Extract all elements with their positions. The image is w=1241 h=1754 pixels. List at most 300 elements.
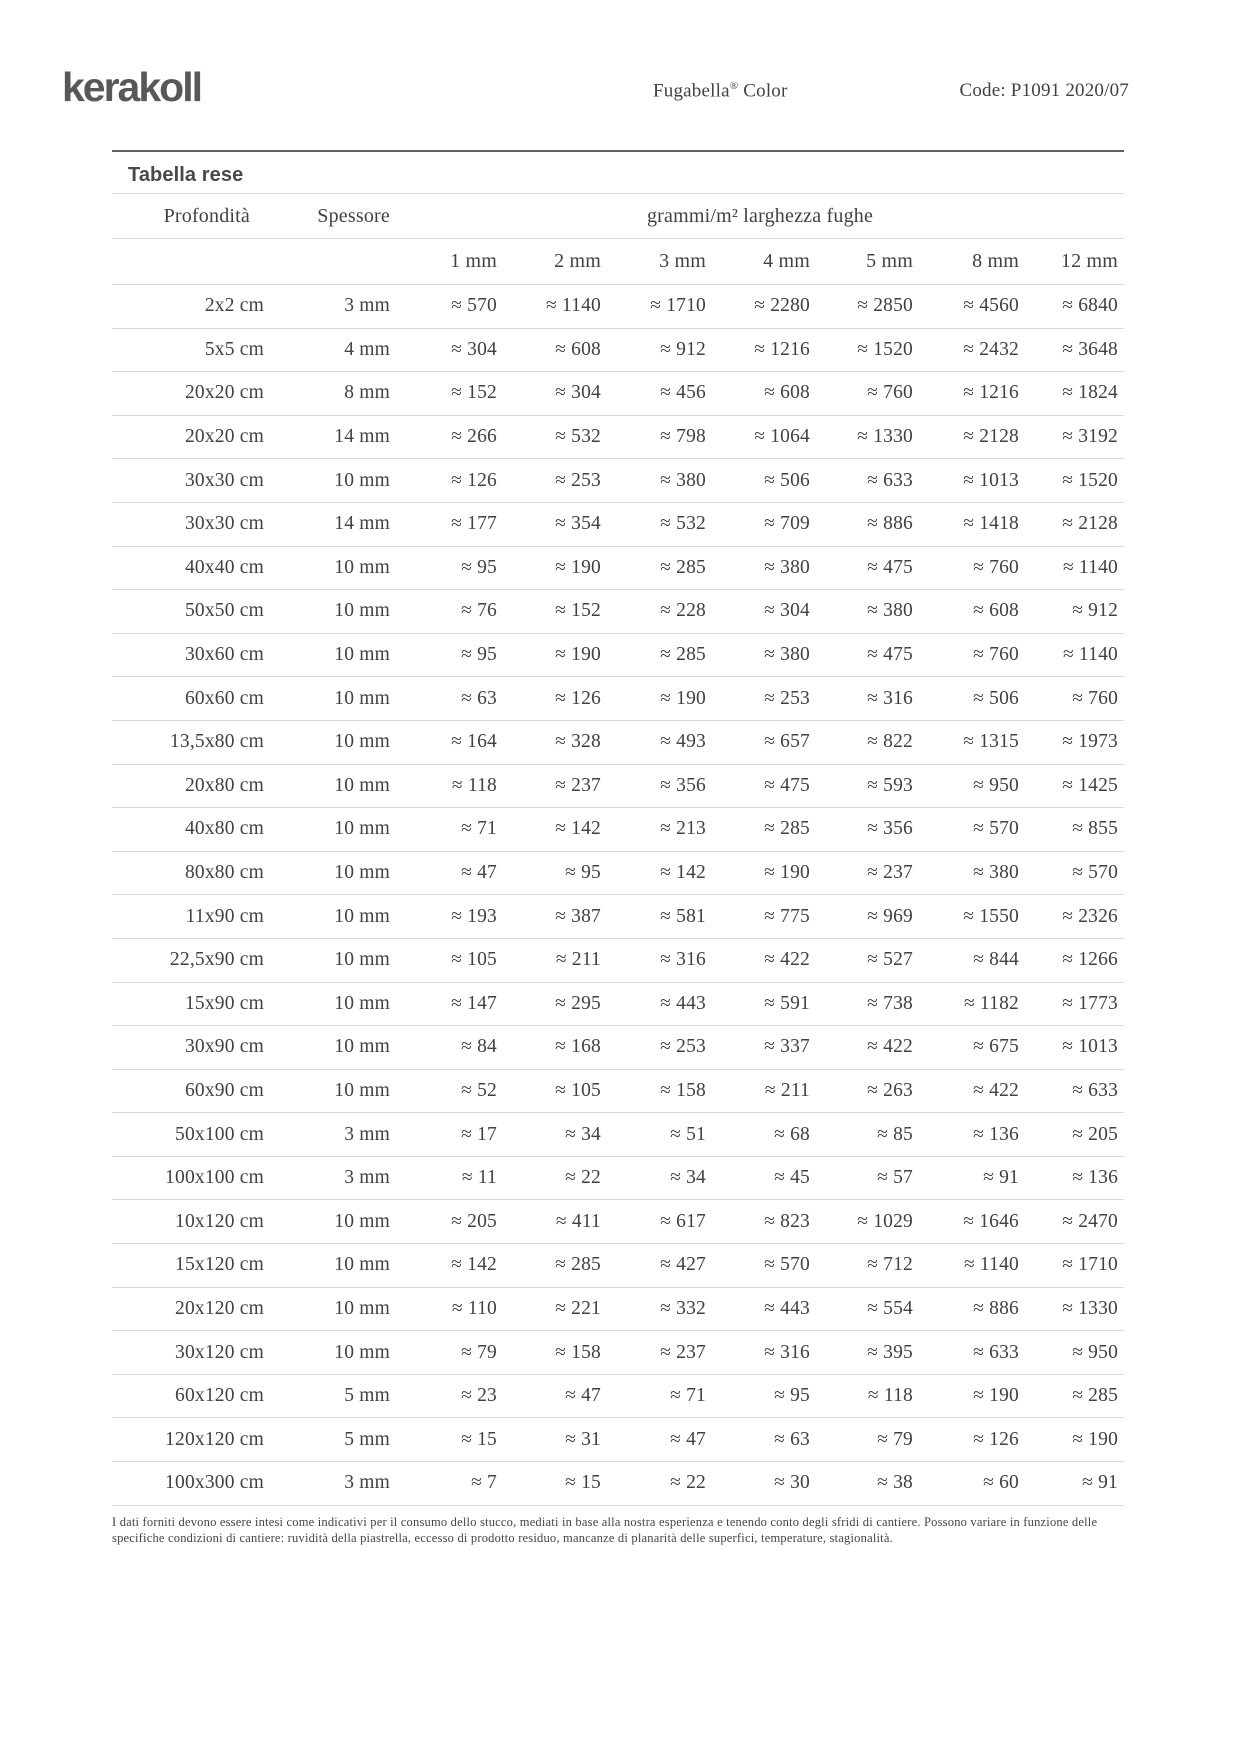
grams-value-cell: ≈ 205	[396, 1200, 503, 1244]
tile-size-cell: 2x2 cm	[112, 285, 270, 329]
grams-value-cell: ≈ 237	[607, 1331, 712, 1375]
tile-thickness-cell: 10 mm	[270, 808, 396, 852]
grams-value-cell: ≈ 110	[396, 1287, 503, 1331]
grams-value-cell: ≈ 570	[919, 808, 1025, 852]
grams-value-cell: ≈ 142	[503, 808, 607, 852]
grams-value-cell: ≈ 422	[712, 938, 816, 982]
tile-size-cell: 40x40 cm	[112, 546, 270, 590]
tile-thickness-cell: 10 mm	[270, 895, 396, 939]
grams-value-cell: ≈ 1425	[1025, 764, 1124, 808]
tile-size-cell: 60x60 cm	[112, 677, 270, 721]
grams-value-cell: ≈ 126	[919, 1418, 1025, 1462]
table-row	[112, 1374, 1124, 1418]
table-row	[112, 808, 1124, 852]
tile-size-cell: 20x80 cm	[112, 764, 270, 808]
col-header-spessore: Spessore	[270, 194, 396, 239]
grams-value-cell: ≈ 266	[396, 415, 503, 459]
grams-value-cell: ≈ 760	[919, 546, 1025, 590]
grams-value-cell: ≈ 76	[396, 590, 503, 634]
grams-value-cell: ≈ 1140	[1025, 546, 1124, 590]
tile-size-cell: 80x80 cm	[112, 851, 270, 895]
tile-size-cell: 20x120 cm	[112, 1287, 270, 1331]
grams-value-cell: ≈ 4560	[919, 285, 1025, 329]
tile-size-cell: 30x120 cm	[112, 1331, 270, 1375]
grams-value-cell: ≈ 118	[816, 1374, 919, 1418]
yield-table	[112, 193, 1124, 1506]
grams-value-cell: ≈ 63	[712, 1418, 816, 1462]
grams-value-cell: ≈ 633	[816, 459, 919, 503]
table-row	[112, 1069, 1124, 1113]
grams-value-cell: ≈ 15	[503, 1462, 607, 1506]
grams-value-cell: ≈ 11	[396, 1156, 503, 1200]
grams-value-cell: ≈ 68	[712, 1113, 816, 1157]
grams-value-cell: ≈ 532	[503, 415, 607, 459]
grams-value-cell: ≈ 2128	[1025, 502, 1124, 546]
grams-value-cell: ≈ 126	[503, 677, 607, 721]
grams-value-cell: ≈ 411	[503, 1200, 607, 1244]
grams-value-cell: ≈ 1418	[919, 502, 1025, 546]
table-row	[112, 1418, 1124, 1462]
table-row	[112, 590, 1124, 634]
tile-thickness-cell: 10 mm	[270, 590, 396, 634]
grams-value-cell: ≈ 91	[1025, 1462, 1124, 1506]
tile-size-cell: 30x60 cm	[112, 633, 270, 677]
grams-value-cell: ≈ 1182	[919, 982, 1025, 1026]
col-header-width-8mm: 8 mm	[919, 239, 1025, 285]
empty-cell	[270, 239, 396, 285]
grams-value-cell: ≈ 285	[503, 1244, 607, 1288]
grams-value-cell: ≈ 1330	[1025, 1287, 1124, 1331]
grams-value-cell: ≈ 1520	[1025, 459, 1124, 503]
grams-value-cell: ≈ 95	[396, 546, 503, 590]
grams-value-cell: ≈ 213	[607, 808, 712, 852]
empty-cell	[112, 239, 270, 285]
col-header-width-5mm: 5 mm	[816, 239, 919, 285]
grams-value-cell: ≈ 1550	[919, 895, 1025, 939]
grams-value-cell: ≈ 304	[503, 372, 607, 416]
tile-size-cell: 20x20 cm	[112, 372, 270, 416]
grams-value-cell: ≈ 1216	[919, 372, 1025, 416]
grams-value-cell: ≈ 136	[1025, 1156, 1124, 1200]
grams-value-cell: ≈ 2470	[1025, 1200, 1124, 1244]
tile-thickness-cell: 10 mm	[270, 459, 396, 503]
grams-value-cell: ≈ 633	[1025, 1069, 1124, 1113]
grams-value-cell: ≈ 158	[503, 1331, 607, 1375]
grams-value-cell: ≈ 422	[816, 1026, 919, 1070]
tile-size-cell: 40x80 cm	[112, 808, 270, 852]
grams-value-cell: ≈ 1646	[919, 1200, 1025, 1244]
tile-thickness-cell: 10 mm	[270, 1200, 396, 1244]
tile-size-cell: 60x120 cm	[112, 1374, 270, 1418]
grams-value-cell: ≈ 2326	[1025, 895, 1124, 939]
grams-value-cell: ≈ 1013	[1025, 1026, 1124, 1070]
grams-value-cell: ≈ 593	[816, 764, 919, 808]
tile-size-cell: 10x120 cm	[112, 1200, 270, 1244]
grams-value-cell: ≈ 356	[607, 764, 712, 808]
grams-value-cell: ≈ 23	[396, 1374, 503, 1418]
grams-value-cell: ≈ 1330	[816, 415, 919, 459]
tile-thickness-cell: 5 mm	[270, 1418, 396, 1462]
grams-value-cell: ≈ 328	[503, 720, 607, 764]
tile-thickness-cell: 8 mm	[270, 372, 396, 416]
grams-value-cell: ≈ 608	[712, 372, 816, 416]
grams-value-cell: ≈ 356	[816, 808, 919, 852]
tile-size-cell: 11x90 cm	[112, 895, 270, 939]
tile-size-cell: 30x30 cm	[112, 459, 270, 503]
grams-value-cell: ≈ 71	[396, 808, 503, 852]
grams-value-cell: ≈ 422	[919, 1069, 1025, 1113]
grams-value-cell: ≈ 95	[503, 851, 607, 895]
col-header-width-2mm: 2 mm	[503, 239, 607, 285]
grams-value-cell: ≈ 1140	[919, 1244, 1025, 1288]
tile-thickness-cell: 14 mm	[270, 502, 396, 546]
grams-value-cell: ≈ 45	[712, 1156, 816, 1200]
tile-thickness-cell: 5 mm	[270, 1374, 396, 1418]
grams-value-cell: ≈ 1013	[919, 459, 1025, 503]
grams-value-cell: ≈ 617	[607, 1200, 712, 1244]
table-row	[112, 851, 1124, 895]
grams-value-cell: ≈ 228	[607, 590, 712, 634]
table-row	[112, 1200, 1124, 1244]
grams-value-cell: ≈ 633	[919, 1331, 1025, 1375]
table-row	[112, 1462, 1124, 1506]
tile-thickness-cell: 10 mm	[270, 764, 396, 808]
tile-thickness-cell: 10 mm	[270, 851, 396, 895]
grams-value-cell: ≈ 675	[919, 1026, 1025, 1070]
table-row	[112, 415, 1124, 459]
grams-value-cell: ≈ 591	[712, 982, 816, 1026]
grams-value-cell: ≈ 147	[396, 982, 503, 1026]
tile-size-cell: 20x20 cm	[112, 415, 270, 459]
grams-value-cell: ≈ 15	[396, 1418, 503, 1462]
grams-value-cell: ≈ 570	[396, 285, 503, 329]
grams-value-cell: ≈ 285	[607, 633, 712, 677]
col-header-profondita: Profondità	[112, 194, 270, 239]
grams-value-cell: ≈ 475	[816, 633, 919, 677]
yield-table-section	[112, 150, 1124, 1506]
grams-value-cell: ≈ 84	[396, 1026, 503, 1070]
grams-value-cell: ≈ 1315	[919, 720, 1025, 764]
grams-value-cell: ≈ 30	[712, 1462, 816, 1506]
grams-value-cell: ≈ 285	[712, 808, 816, 852]
grams-value-cell: ≈ 443	[607, 982, 712, 1026]
grams-value-cell: ≈ 47	[607, 1418, 712, 1462]
table-row	[112, 285, 1124, 329]
grams-value-cell: ≈ 142	[607, 851, 712, 895]
tile-thickness-cell: 10 mm	[270, 982, 396, 1026]
grams-value-cell: ≈ 1266	[1025, 938, 1124, 982]
grams-value-cell: ≈ 177	[396, 502, 503, 546]
tile-thickness-cell: 10 mm	[270, 938, 396, 982]
tile-size-cell: 50x100 cm	[112, 1113, 270, 1157]
grams-value-cell: ≈ 3648	[1025, 328, 1124, 372]
kerakoll-logo: kerakoll	[62, 64, 201, 110]
grams-value-cell: ≈ 34	[607, 1156, 712, 1200]
grams-value-cell: ≈ 886	[919, 1287, 1025, 1331]
grams-value-cell: ≈ 285	[1025, 1374, 1124, 1418]
grams-value-cell: ≈ 57	[816, 1156, 919, 1200]
grams-value-cell: ≈ 316	[712, 1331, 816, 1375]
grams-value-cell: ≈ 221	[503, 1287, 607, 1331]
grams-value-cell: ≈ 506	[712, 459, 816, 503]
grams-value-cell: ≈ 79	[396, 1331, 503, 1375]
table-row	[112, 1026, 1124, 1070]
grams-value-cell: ≈ 91	[919, 1156, 1025, 1200]
grams-value-cell: ≈ 532	[607, 502, 712, 546]
grams-value-cell: ≈ 2280	[712, 285, 816, 329]
grams-value-cell: ≈ 17	[396, 1113, 503, 1157]
header-row-widths	[112, 239, 1124, 285]
grams-value-cell: ≈ 554	[816, 1287, 919, 1331]
table-row	[112, 1331, 1124, 1375]
product-name	[653, 80, 788, 102]
grams-value-cell: ≈ 1216	[712, 328, 816, 372]
grams-value-cell: ≈ 136	[919, 1113, 1025, 1157]
grams-value-cell: ≈ 912	[1025, 590, 1124, 634]
grams-value-cell: ≈ 1140	[503, 285, 607, 329]
grams-value-cell: ≈ 380	[816, 590, 919, 634]
tile-size-cell: 120x120 cm	[112, 1418, 270, 1462]
grams-value-cell: ≈ 709	[712, 502, 816, 546]
tile-thickness-cell: 10 mm	[270, 546, 396, 590]
table-row	[112, 895, 1124, 939]
grams-value-cell: ≈ 581	[607, 895, 712, 939]
grams-value-cell: ≈ 380	[712, 633, 816, 677]
col-header-width-1mm: 1 mm	[396, 239, 503, 285]
tile-size-cell: 60x90 cm	[112, 1069, 270, 1113]
grams-value-cell: ≈ 1973	[1025, 720, 1124, 764]
grams-value-cell: ≈ 263	[816, 1069, 919, 1113]
grams-value-cell: ≈ 152	[396, 372, 503, 416]
grams-value-cell: ≈ 912	[607, 328, 712, 372]
grams-value-cell: ≈ 1773	[1025, 982, 1124, 1026]
table-row	[112, 1287, 1124, 1331]
tile-thickness-cell: 10 mm	[270, 677, 396, 721]
grams-value-cell: ≈ 855	[1025, 808, 1124, 852]
grams-value-cell: ≈ 211	[503, 938, 607, 982]
grams-value-cell: ≈ 304	[712, 590, 816, 634]
grams-value-cell: ≈ 142	[396, 1244, 503, 1288]
grams-value-cell: ≈ 193	[396, 895, 503, 939]
grams-value-cell: ≈ 608	[503, 328, 607, 372]
grams-value-cell: ≈ 657	[712, 720, 816, 764]
grams-value-cell: ≈ 253	[712, 677, 816, 721]
grams-value-cell: ≈ 52	[396, 1069, 503, 1113]
table-body	[112, 285, 1124, 1506]
grams-value-cell: ≈ 760	[1025, 677, 1124, 721]
grams-value-cell: ≈ 85	[816, 1113, 919, 1157]
grams-value-cell: ≈ 570	[1025, 851, 1124, 895]
tile-thickness-cell: 3 mm	[270, 1462, 396, 1506]
tile-thickness-cell: 10 mm	[270, 1069, 396, 1113]
registered-mark: ®	[729, 80, 739, 92]
grams-value-cell: ≈ 1064	[712, 415, 816, 459]
footnote: I dati forniti devono essere intesi come indicativi per il consumo dello stucco, mediati in base alla nostra esperienza e tenendo conto degli sfridi di cantiere. Possono variare in funzione delle specifiche condizioni di cantiere: ruvidità della piastrella, eccesso di prodotto residuo, mancanze di planarità delle superfici, temperature, stagionalità.	[112, 1515, 1098, 1545]
grams-value-cell: ≈ 71	[607, 1374, 712, 1418]
header-row-main	[112, 194, 1124, 239]
grams-value-cell: ≈ 158	[607, 1069, 712, 1113]
table-row	[112, 459, 1124, 503]
grams-value-cell: ≈ 337	[712, 1026, 816, 1070]
grams-value-cell: ≈ 969	[816, 895, 919, 939]
grams-value-cell: ≈ 95	[396, 633, 503, 677]
grams-value-cell: ≈ 105	[503, 1069, 607, 1113]
grams-value-cell: ≈ 190	[712, 851, 816, 895]
grams-value-cell: ≈ 304	[396, 328, 503, 372]
grams-value-cell: ≈ 22	[503, 1156, 607, 1200]
grams-value-cell: ≈ 823	[712, 1200, 816, 1244]
grams-value-cell: ≈ 164	[396, 720, 503, 764]
grams-value-cell: ≈ 47	[396, 851, 503, 895]
grams-value-cell: ≈ 60	[919, 1462, 1025, 1506]
grams-value-cell: ≈ 126	[396, 459, 503, 503]
tile-size-cell: 50x50 cm	[112, 590, 270, 634]
grams-value-cell: ≈ 2432	[919, 328, 1025, 372]
grams-value-cell: ≈ 443	[712, 1287, 816, 1331]
grams-value-cell: ≈ 22	[607, 1462, 712, 1506]
table-row	[112, 1156, 1124, 1200]
tile-size-cell: 100x300 cm	[112, 1462, 270, 1506]
tile-thickness-cell: 10 mm	[270, 720, 396, 764]
table-row	[112, 1113, 1124, 1157]
grams-value-cell: ≈ 760	[816, 372, 919, 416]
grams-value-cell: ≈ 295	[503, 982, 607, 1026]
grams-value-cell: ≈ 3192	[1025, 415, 1124, 459]
grams-value-cell: ≈ 950	[919, 764, 1025, 808]
tile-thickness-cell: 3 mm	[270, 1156, 396, 1200]
grams-value-cell: ≈ 427	[607, 1244, 712, 1288]
col-header-width-4mm: 4 mm	[712, 239, 816, 285]
grams-value-cell: ≈ 527	[816, 938, 919, 982]
grams-value-cell: ≈ 844	[919, 938, 1025, 982]
grams-value-cell: ≈ 493	[607, 720, 712, 764]
tile-thickness-cell: 3 mm	[270, 285, 396, 329]
grams-value-cell: ≈ 1824	[1025, 372, 1124, 416]
tile-size-cell: 15x120 cm	[112, 1244, 270, 1288]
grams-value-cell: ≈ 118	[396, 764, 503, 808]
col-header-group: grammi/m² larghezza fughe	[396, 194, 1124, 239]
grams-value-cell: ≈ 798	[607, 415, 712, 459]
tile-thickness-cell: 10 mm	[270, 1287, 396, 1331]
tile-size-cell: 22,5x90 cm	[112, 938, 270, 982]
tile-thickness-cell: 4 mm	[270, 328, 396, 372]
grams-value-cell: ≈ 608	[919, 590, 1025, 634]
grams-value-cell: ≈ 190	[503, 546, 607, 590]
tile-size-cell: 30x90 cm	[112, 1026, 270, 1070]
col-header-width-3mm: 3 mm	[607, 239, 712, 285]
tile-size-cell: 15x90 cm	[112, 982, 270, 1026]
col-header-width-12mm: 12 mm	[1025, 239, 1124, 285]
grams-value-cell: ≈ 6840	[1025, 285, 1124, 329]
grams-value-cell: ≈ 38	[816, 1462, 919, 1506]
grams-value-cell: ≈ 456	[607, 372, 712, 416]
table-row	[112, 546, 1124, 590]
grams-value-cell: ≈ 168	[503, 1026, 607, 1070]
grams-value-cell: ≈ 380	[607, 459, 712, 503]
grams-value-cell: ≈ 190	[503, 633, 607, 677]
grams-value-cell: ≈ 2128	[919, 415, 1025, 459]
grams-value-cell: ≈ 775	[712, 895, 816, 939]
tile-thickness-cell: 14 mm	[270, 415, 396, 459]
grams-value-cell: ≈ 395	[816, 1331, 919, 1375]
product-name-suffix: Color	[738, 80, 788, 102]
product-name-text: Fugabella	[653, 80, 730, 102]
grams-value-cell: ≈ 237	[816, 851, 919, 895]
grams-value-cell: ≈ 34	[503, 1113, 607, 1157]
grams-value-cell: ≈ 211	[712, 1069, 816, 1113]
grams-value-cell: ≈ 1710	[607, 285, 712, 329]
table-row	[112, 938, 1124, 982]
table-row	[112, 328, 1124, 372]
grams-value-cell: ≈ 190	[1025, 1418, 1124, 1462]
table-row	[112, 982, 1124, 1026]
grams-value-cell: ≈ 285	[607, 546, 712, 590]
tile-size-cell: 100x100 cm	[112, 1156, 270, 1200]
grams-value-cell: ≈ 190	[919, 1374, 1025, 1418]
grams-value-cell: ≈ 47	[503, 1374, 607, 1418]
grams-value-cell: ≈ 105	[396, 938, 503, 982]
grams-value-cell: ≈ 760	[919, 633, 1025, 677]
grams-value-cell: ≈ 950	[1025, 1331, 1124, 1375]
table-row	[112, 372, 1124, 416]
grams-value-cell: ≈ 79	[816, 1418, 919, 1462]
grams-value-cell: ≈ 2850	[816, 285, 919, 329]
grams-value-cell: ≈ 316	[816, 677, 919, 721]
grams-value-cell: ≈ 354	[503, 502, 607, 546]
grams-value-cell: ≈ 253	[607, 1026, 712, 1070]
table-title: Tabella rese	[112, 150, 1124, 193]
grams-value-cell: ≈ 1029	[816, 1200, 919, 1244]
grams-value-cell: ≈ 51	[607, 1113, 712, 1157]
grams-value-cell: ≈ 380	[712, 546, 816, 590]
grams-value-cell: ≈ 63	[396, 677, 503, 721]
grams-value-cell: ≈ 475	[816, 546, 919, 590]
grams-value-cell: ≈ 190	[607, 677, 712, 721]
grams-value-cell: ≈ 570	[712, 1244, 816, 1288]
grams-value-cell: ≈ 1710	[1025, 1244, 1124, 1288]
grams-value-cell: ≈ 332	[607, 1287, 712, 1331]
grams-value-cell: ≈ 237	[503, 764, 607, 808]
grams-value-cell: ≈ 205	[1025, 1113, 1124, 1157]
table-row	[112, 677, 1124, 721]
grams-value-cell: ≈ 886	[816, 502, 919, 546]
table-row	[112, 633, 1124, 677]
grams-value-cell: ≈ 380	[919, 851, 1025, 895]
table-row	[112, 720, 1124, 764]
tile-size-cell: 5x5 cm	[112, 328, 270, 372]
tile-thickness-cell: 10 mm	[270, 1244, 396, 1288]
grams-value-cell: ≈ 316	[607, 938, 712, 982]
tile-thickness-cell: 10 mm	[270, 633, 396, 677]
tile-thickness-cell: 3 mm	[270, 1113, 396, 1157]
grams-value-cell: ≈ 152	[503, 590, 607, 634]
table-row	[112, 502, 1124, 546]
grams-value-cell: ≈ 253	[503, 459, 607, 503]
grams-value-cell: ≈ 31	[503, 1418, 607, 1462]
table-row	[112, 764, 1124, 808]
grams-value-cell: ≈ 7	[396, 1462, 503, 1506]
tile-thickness-cell: 10 mm	[270, 1331, 396, 1375]
document-code: Code: P1091 2020/07	[959, 80, 1129, 101]
grams-value-cell: ≈ 95	[712, 1374, 816, 1418]
grams-value-cell: ≈ 738	[816, 982, 919, 1026]
tile-thickness-cell: 10 mm	[270, 1026, 396, 1070]
table-row	[112, 1244, 1124, 1288]
tile-size-cell: 30x30 cm	[112, 502, 270, 546]
grams-value-cell: ≈ 712	[816, 1244, 919, 1288]
grams-value-cell: ≈ 387	[503, 895, 607, 939]
tile-size-cell: 13,5x80 cm	[112, 720, 270, 764]
